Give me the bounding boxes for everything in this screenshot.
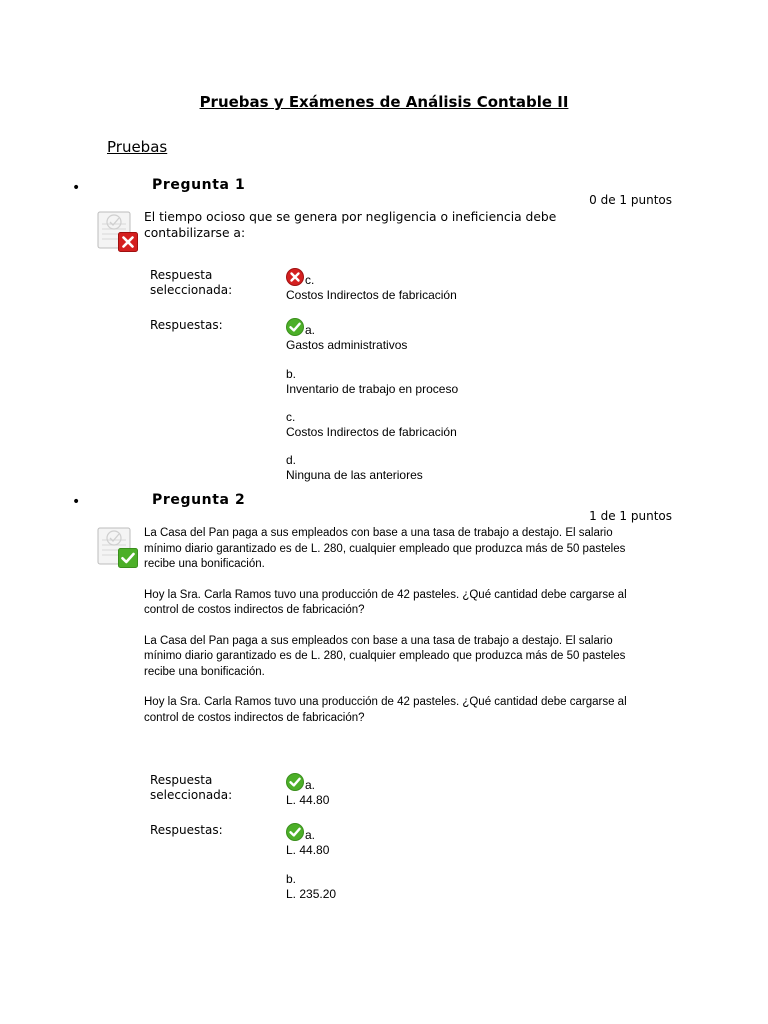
question-2-text [144, 526, 634, 741]
question-1-answer-b: b. Inventario de trabajo en proceso [286, 367, 459, 396]
answers-label: Respuestas: [150, 318, 223, 332]
question-1-points: 0 de 1 puntos [589, 193, 672, 207]
correct-check-icon [286, 318, 304, 336]
question-2-paragraph: La Casa del Pan paga a sus empleados con base a una tasa de trabajo a destajo. El salario mínimo diario garantizado es de L. 280, cualquier empleado que produzca más de 50 pasteles recibe una bonificación. [144, 527, 626, 570]
question-2-answer-b: b. L. 235.20 [286, 872, 337, 901]
answers-label: Respuestas: [150, 823, 223, 837]
correct-check-icon [286, 773, 304, 791]
question-2-paragraph: Hoy la Sra. Carla Ramos tuvo una producción de 42 pasteles. ¿Qué cantidad debe cargarse al control de costos indirectos de fabricación? [144, 696, 627, 724]
question-1-answer-a: a. Gastos administrativos [286, 318, 407, 353]
question-2-selected-answer: a. L. 44.80 [286, 773, 329, 808]
question-1-answer-c: c. Costos Indirectos de fabricación [286, 410, 457, 439]
question-2-paragraph: La Casa del Pan paga a sus empleados con base a una tasa de trabajo a destajo. El salario mínimo diario garantizado es de L. 280, cualquier empleado que produzca más de 50 pasteles recibe una bonificación. [144, 634, 626, 678]
selected-answer-label: Respuesta seleccionada: [150, 773, 233, 802]
correct-question-icon [96, 526, 138, 568]
question-2-paragraph: Hoy la Sra. Carla Ramos tuvo una producción de 42 pasteles. ¿Qué cantidad debe cargarse al control de costos indirectos de fabricación? [144, 588, 627, 616]
correct-check-icon [286, 823, 304, 841]
incorrect-x-icon [286, 268, 304, 286]
question-1-selected-answer: c. Costos Indirectos de fabricación [286, 268, 457, 303]
question-1-heading: Pregunta 1 [152, 177, 246, 193]
bullet: • [72, 494, 81, 510]
question-2-points: 1 de 1 puntos [589, 509, 672, 523]
bullet: • [72, 180, 81, 196]
section-title: Pruebas [107, 138, 168, 156]
question-2-heading: Pregunta 2 [152, 492, 246, 508]
question-1-text: El tiempo ocioso que se genera por negligencia o ineficiencia debe contabilizarse a: [144, 210, 557, 240]
question-1-answer-d: d. Ninguna de las anteriores [286, 453, 423, 482]
incorrect-question-icon [96, 210, 138, 252]
document-title: Pruebas y Exámenes de Análisis Contable II [199, 93, 569, 111]
question-2-answer-a: a. L. 44.80 [286, 823, 329, 858]
selected-answer-label: Respuesta seleccionada: [150, 268, 233, 297]
